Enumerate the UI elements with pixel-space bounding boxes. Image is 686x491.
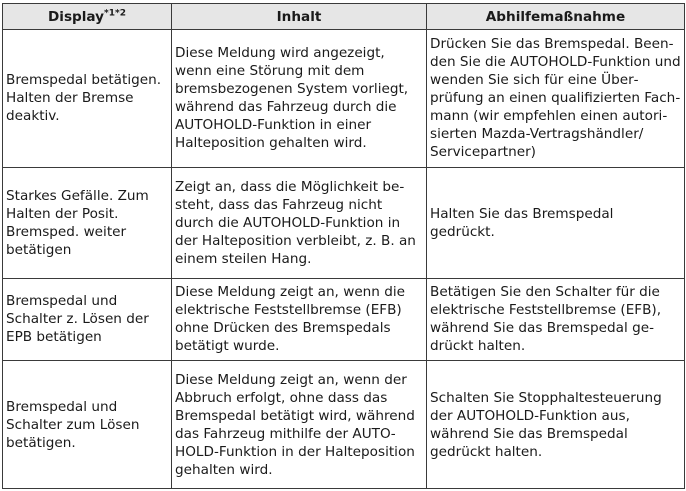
table-row xyxy=(3,361,685,489)
cell-content: Diese Meldung zeigt an, wenn der Abbruch erfolgt, ohne dass das Bremspedal betätigt wird, während das Fahrzeug mithilfe der AUTOHOLD-Funktion in der Halteposition gehalten wird. xyxy=(172,361,427,489)
cell-display: Bremspedal und Schalter zum Lösen betätigen. xyxy=(3,361,172,489)
header-row xyxy=(3,4,685,30)
table-row xyxy=(3,167,685,278)
cell-content: Diese Meldung zeigt an, wenn die elektrische Feststellbremse (EFB) ohne Drücken des Bremspedals betätigt wurde. xyxy=(172,278,427,361)
cell-display: Starkes Gefälle. Zum Halten der Posit. Bremsped. weiter betätigen xyxy=(3,167,172,278)
table-header xyxy=(3,4,685,30)
warning-message-table xyxy=(2,3,685,489)
cell-remedy: Schalten Sie Stopphaltesteuerung der AUTOHOLD-Funktion aus, während Sie das Bremspedal gedrückt halten. xyxy=(427,361,685,489)
header-display-footnote: *1*2 xyxy=(104,7,126,18)
header-display xyxy=(3,4,172,30)
cell-display: Bremspedal und Schalter z. Lösen der EPB betätigen xyxy=(3,278,172,361)
table-body xyxy=(3,30,685,489)
header-content: Inhalt xyxy=(172,4,427,30)
table-row xyxy=(3,30,685,168)
cell-remedy: Drücken Sie das Bremspedal. Beenden Sie die AUTOHOLD-Funktion und wenden Sie sich für eine Überprüfung an einen qualifizierten Fachmann (wir empfehlen einen autorisierten Mazda-Vertragshändler/ Servicepartner) xyxy=(427,30,685,168)
cell-content: Zeigt an, dass die Möglichkeit besteht, dass das Fahrzeug nicht durch die AUTOHOLD-Funktion in der Halteposition verbleibt, z. B. an einem steilen Hang. xyxy=(172,167,427,278)
header-remedy: Abhilfemaßnahme xyxy=(427,4,685,30)
cell-remedy: Betätigen Sie den Schalter für die elektrische Feststellbremse (EFB), während Sie das Bremspedal gedrückt halten. xyxy=(427,278,685,361)
table-row xyxy=(3,278,685,361)
cell-remedy: Halten Sie das Bremspedal gedrückt. xyxy=(427,167,685,278)
cell-display: Bremspedal betätigen. Halten der Bremse deaktiv. xyxy=(3,30,172,168)
header-display-label: Display xyxy=(48,8,105,25)
cell-content: Diese Meldung wird angezeigt, wenn eine Störung mit dem bremsbezogenen System vorliegt, während das Fahrzeug durch die AUTOHOLD-Funktion in einer Halteposition gehalten wird. xyxy=(172,30,427,168)
